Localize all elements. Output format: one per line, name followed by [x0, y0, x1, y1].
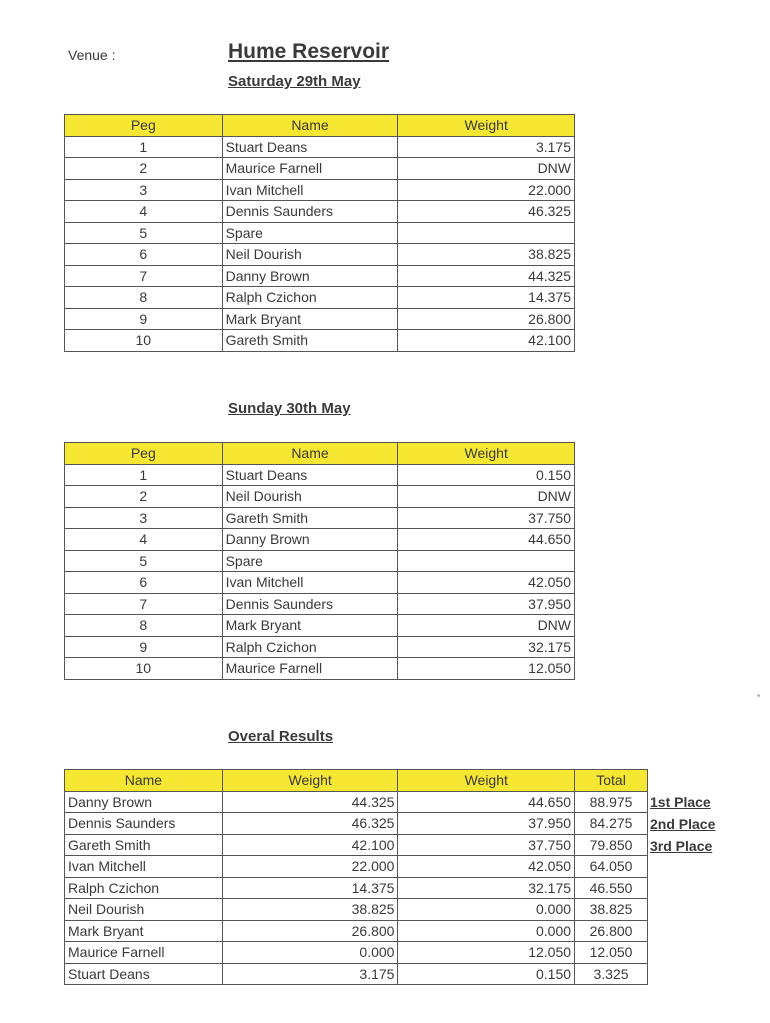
weight-cell: 44.650 — [398, 529, 575, 551]
total-cell: 3.325 — [575, 963, 648, 985]
sunday-table — [64, 442, 575, 680]
total-cell: 26.800 — [575, 920, 648, 942]
weight-cell: DNW — [398, 158, 575, 180]
weight-cell: 37.750 — [398, 507, 575, 529]
table-row — [65, 658, 575, 680]
weight-day2-cell: 37.950 — [398, 813, 575, 835]
weight-cell: 37.950 — [398, 593, 575, 615]
weight-day1-cell: 14.375 — [222, 877, 398, 899]
saturday-table-body — [65, 136, 575, 351]
name-cell: Ralph Czichon — [65, 877, 223, 899]
name-cell: Maurice Farnell — [222, 158, 398, 180]
table-row — [65, 877, 648, 899]
table-row — [65, 615, 575, 637]
name-cell: Maurice Farnell — [65, 942, 223, 964]
table-header-row — [65, 115, 575, 137]
table-row — [65, 813, 648, 835]
name-cell: Gareth Smith — [65, 834, 223, 856]
weight-day2-cell: 32.175 — [398, 877, 575, 899]
peg-cell: 10 — [65, 658, 223, 680]
weight-cell: 38.825 — [398, 244, 575, 266]
weight-cell: 26.800 — [398, 308, 575, 330]
name-cell: Neil Dourish — [65, 899, 223, 921]
table-row — [65, 464, 575, 486]
peg-cell: 1 — [65, 136, 223, 158]
column-header-total: Total — [575, 770, 648, 792]
peg-cell: 8 — [65, 615, 223, 637]
total-cell: 38.825 — [575, 899, 648, 921]
weight-cell: 0.150 — [398, 464, 575, 486]
table-row — [65, 636, 575, 658]
column-header-name: Name — [222, 443, 398, 465]
name-cell: Mark Bryant — [65, 920, 223, 942]
scan-speck — [757, 694, 760, 697]
name-cell: Danny Brown — [222, 529, 398, 551]
name-cell: Spare — [222, 222, 398, 244]
column-header-name: Name — [65, 770, 223, 792]
table-row — [65, 920, 648, 942]
column-header-peg: Peg — [65, 115, 223, 137]
weight-day2-cell: 42.050 — [398, 856, 575, 878]
weight-cell: DNW — [398, 486, 575, 508]
column-header-name: Name — [222, 115, 398, 137]
peg-cell: 5 — [65, 550, 223, 572]
weight-day1-cell: 26.800 — [222, 920, 398, 942]
table-row — [65, 593, 575, 615]
name-cell: Ivan Mitchell — [65, 856, 223, 878]
table-row — [65, 529, 575, 551]
name-cell: Mark Bryant — [222, 615, 398, 637]
name-cell: Mark Bryant — [222, 308, 398, 330]
name-cell: Gareth Smith — [222, 330, 398, 352]
peg-cell: 5 — [65, 222, 223, 244]
weight-cell: 22.000 — [398, 179, 575, 201]
peg-cell: 3 — [65, 179, 223, 201]
table-row — [65, 201, 575, 223]
name-cell: Neil Dourish — [222, 486, 398, 508]
weight-cell: 3.175 — [398, 136, 575, 158]
peg-cell: 2 — [65, 158, 223, 180]
weight-day2-cell: 0.150 — [398, 963, 575, 985]
name-cell: Gareth Smith — [222, 507, 398, 529]
name-cell: Neil Dourish — [222, 244, 398, 266]
weight-cell: 12.050 — [398, 658, 575, 680]
peg-cell: 4 — [65, 201, 223, 223]
table-row — [65, 244, 575, 266]
table-header-row — [65, 443, 575, 465]
weight-day1-cell: 42.100 — [222, 834, 398, 856]
peg-cell: 9 — [65, 308, 223, 330]
weight-cell: 42.100 — [398, 330, 575, 352]
name-cell: Dennis Saunders — [222, 593, 398, 615]
saturday-table — [64, 114, 575, 352]
column-header-weight-day2: Weight — [398, 770, 575, 792]
table-row — [65, 856, 648, 878]
weight-day1-cell: 22.000 — [222, 856, 398, 878]
total-cell: 64.050 — [575, 856, 648, 878]
sunday-table-body — [65, 464, 575, 679]
peg-cell: 6 — [65, 244, 223, 266]
peg-cell: 8 — [65, 287, 223, 309]
name-cell: Dennis Saunders — [222, 201, 398, 223]
table-row — [65, 834, 648, 856]
overall-title: Overal Results — [228, 728, 334, 745]
venue-title: Hume Reservoir — [228, 40, 390, 63]
name-cell: Ivan Mitchell — [222, 179, 398, 201]
table-row — [65, 308, 575, 330]
table-row — [65, 486, 575, 508]
table-row — [65, 222, 575, 244]
name-cell: Stuart Deans — [222, 136, 398, 158]
place-label: 3rd Place — [650, 837, 713, 854]
peg-cell: 7 — [65, 593, 223, 615]
name-cell: Stuart Deans — [65, 963, 223, 985]
column-header-weight: Weight — [398, 443, 575, 465]
table-header-row — [65, 770, 648, 792]
name-cell: Dennis Saunders — [65, 813, 223, 835]
column-header-weight-day1: Weight — [222, 770, 398, 792]
total-cell: 79.850 — [575, 834, 648, 856]
table-row — [65, 899, 648, 921]
venue-label: Venue : — [68, 47, 116, 63]
total-cell: 84.275 — [575, 813, 648, 835]
total-cell: 12.050 — [575, 942, 648, 964]
peg-cell: 10 — [65, 330, 223, 352]
weight-day2-cell: 0.000 — [398, 920, 575, 942]
name-cell: Ivan Mitchell — [222, 572, 398, 594]
weight-day1-cell: 0.000 — [222, 942, 398, 964]
table-row — [65, 136, 575, 158]
place-label: 1st Place — [650, 794, 711, 810]
weight-cell: 14.375 — [398, 287, 575, 309]
weight-day1-cell: 38.825 — [222, 899, 398, 921]
weight-day2-cell: 0.000 — [398, 899, 575, 921]
total-cell: 46.550 — [575, 877, 648, 899]
table-row — [65, 572, 575, 594]
name-cell: Stuart Deans — [222, 464, 398, 486]
table-row — [65, 507, 575, 529]
name-cell: Ralph Czichon — [222, 636, 398, 658]
overall-table — [64, 769, 648, 985]
name-cell: Ralph Czichon — [222, 287, 398, 309]
table-row — [65, 963, 648, 985]
name-cell: Danny Brown — [65, 791, 223, 813]
weight-cell — [398, 222, 575, 244]
column-header-weight: Weight — [398, 115, 575, 137]
weight-cell: 44.325 — [398, 265, 575, 287]
peg-cell: 2 — [65, 486, 223, 508]
table-row — [65, 791, 648, 813]
weight-cell: 32.175 — [398, 636, 575, 658]
overall-table-body — [65, 791, 648, 985]
weight-day2-cell: 12.050 — [398, 942, 575, 964]
weight-day2-cell: 44.650 — [398, 791, 575, 813]
sunday-title: Sunday 30th May — [228, 400, 351, 417]
total-cell: 88.975 — [575, 791, 648, 813]
table-row — [65, 265, 575, 287]
weight-cell — [398, 550, 575, 572]
weight-cell: 46.325 — [398, 201, 575, 223]
peg-cell: 9 — [65, 636, 223, 658]
weight-day1-cell: 46.325 — [222, 813, 398, 835]
weight-day1-cell: 44.325 — [222, 791, 398, 813]
table-row — [65, 330, 575, 352]
name-cell: Danny Brown — [222, 265, 398, 287]
table-row — [65, 550, 575, 572]
table-row — [65, 942, 648, 964]
column-header-peg: Peg — [65, 443, 223, 465]
peg-cell: 7 — [65, 265, 223, 287]
peg-cell: 3 — [65, 507, 223, 529]
table-row — [65, 179, 575, 201]
name-cell: Spare — [222, 550, 398, 572]
name-cell: Maurice Farnell — [222, 658, 398, 680]
table-row — [65, 287, 575, 309]
peg-cell: 4 — [65, 529, 223, 551]
place-label: 2nd Place — [650, 815, 716, 832]
peg-cell: 1 — [65, 464, 223, 486]
table-row — [65, 158, 575, 180]
saturday-title: Saturday 29th May — [228, 73, 361, 90]
peg-cell: 6 — [65, 572, 223, 594]
weight-day1-cell: 3.175 — [222, 963, 398, 985]
weight-cell: 42.050 — [398, 572, 575, 594]
weight-day2-cell: 37.750 — [398, 834, 575, 856]
weight-cell: DNW — [398, 615, 575, 637]
